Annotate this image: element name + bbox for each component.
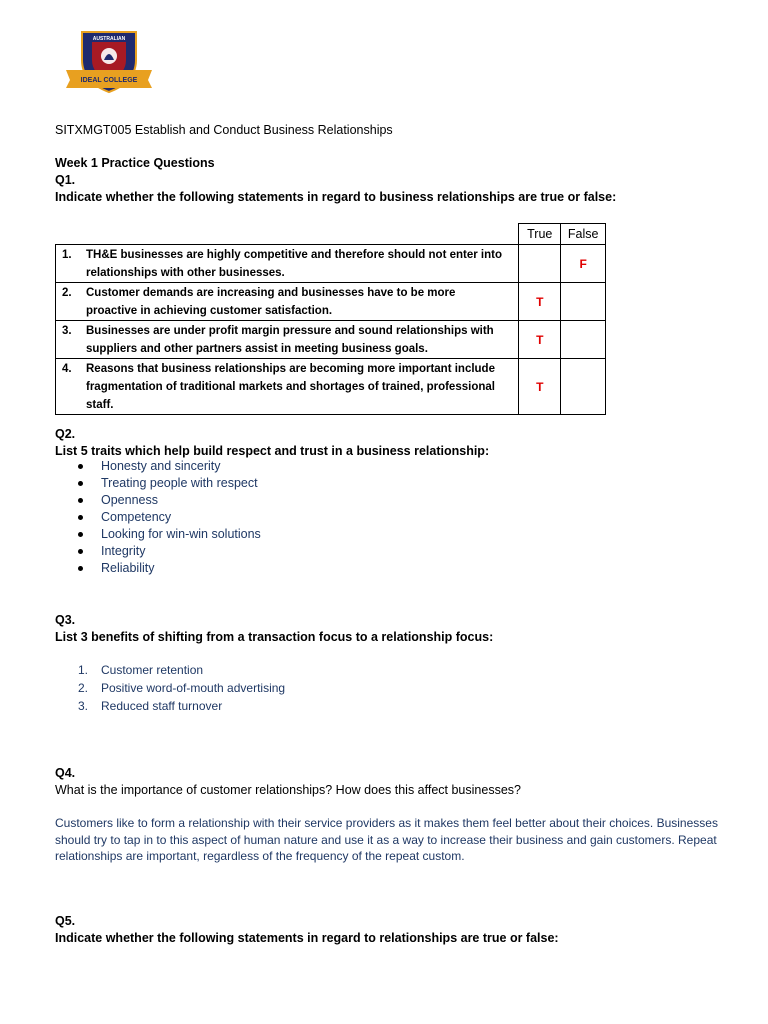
answer-true [519,245,561,283]
benefits-list [78,661,285,715]
question-number: Q4. [55,766,76,780]
trait-text: Integrity [101,544,146,558]
question-3 [55,612,493,646]
answer-paragraph: Customers like to form a relationship with their service providers as it makes them feel better about their choices. Businesses should try to tap in to this aspect of human nature and use it as a way to increase their business and gain customers. Repeat relationships are important, regardless of the frequency of the repeat custom. [55,816,718,863]
question-text: What is the importance of customer relationships? How does this affect businesses? [55,783,521,797]
trait-text: Treating people with respect [101,476,258,490]
answer-true: T [519,359,561,415]
statement-cell [56,359,519,415]
statement-cell [56,283,519,321]
bullet-icon [78,498,83,503]
list-number: 2. [78,681,89,695]
statement-number: 2. [62,287,72,299]
statement-number: 1. [62,249,72,261]
question-text: Indicate whether the following statements in regard to relationships are true or false: [55,931,559,945]
true-false-table [55,223,606,415]
bullet-icon [78,515,83,520]
list-item [78,697,285,715]
list-item [78,543,261,560]
question-4 [55,765,521,799]
statement-number: 3. [62,325,72,337]
logo-top-text: AUSTRALIAN [92,36,126,42]
list-number: 1. [78,663,89,677]
question-number: Q1. [55,173,76,187]
question-1 [55,172,616,206]
trait-text: Honesty and sincerity [101,459,221,473]
list-number: 3. [78,699,89,713]
traits-list [78,458,261,577]
question-text: List 5 traits which help build respect and trust in a business relationship: [55,444,490,458]
list-item [78,509,261,526]
benefit-text: Customer retention [101,663,204,677]
college-logo [62,26,156,96]
question-5 [55,913,559,947]
question-number: Q3. [55,613,76,627]
table-row [56,283,606,321]
table-row [56,245,606,283]
question-text: List 3 benefits of shifting from a transaction focus to a relationship focus: [55,630,494,644]
week-title: Week 1 Practice Questions [55,156,215,170]
statement-text: Reasons that business relationships are becoming more important include fragmentation of traditional markets and shortages of trained, professional staff. [86,363,495,411]
trait-text: Looking for win-win solutions [101,527,261,541]
trait-text: Reliability [101,561,155,575]
header-false: False [561,224,606,245]
answer-false: F [561,245,606,283]
bullet-icon [78,566,83,571]
bullet-icon [78,464,83,469]
statement-text: Businesses are under profit margin pressure and sound relationships with suppliers and other partners assist in meeting business goals. [86,325,494,355]
answer-false [561,359,606,415]
question-text: Indicate whether the following statements in regard to business relationships are true or false: [55,190,617,204]
list-item [78,661,285,679]
list-item [78,492,261,509]
table-row [56,359,606,415]
question-number: Q5. [55,914,76,928]
list-item [78,679,285,697]
table-row [56,321,606,359]
benefit-text: Reduced staff turnover [101,699,223,713]
bullet-icon [78,532,83,537]
answer-false [561,283,606,321]
answer-true: T [519,321,561,359]
list-item [78,560,261,577]
trait-text: Openness [101,493,158,507]
header-blank [56,224,519,245]
table-header-row [56,224,606,245]
statement-text: TH&E businesses are highly competitive and therefore should not enter into relationships with other businesses. [86,249,502,279]
answer-false [561,321,606,359]
benefit-text: Positive word-of-mouth advertising [101,681,286,695]
trait-text: Competency [101,510,172,524]
list-item [78,475,261,492]
answer-true: T [519,283,561,321]
list-item [78,526,261,543]
question-number: Q2. [55,427,76,441]
statement-cell [56,321,519,359]
course-title: SITXMGT005 Establish and Conduct Business Relationships [55,123,393,137]
header-true: True [519,224,561,245]
statement-text: Customer demands are increasing and businesses have to be more proactive in achieving customer satisfaction. [86,287,456,317]
list-item [78,458,261,475]
logo-banner-text: IDEAL COLLEGE [80,77,138,84]
question-2 [55,426,489,460]
statement-cell [56,245,519,283]
bullet-icon [78,549,83,554]
statement-number: 4. [62,363,72,375]
bullet-icon [78,481,83,486]
